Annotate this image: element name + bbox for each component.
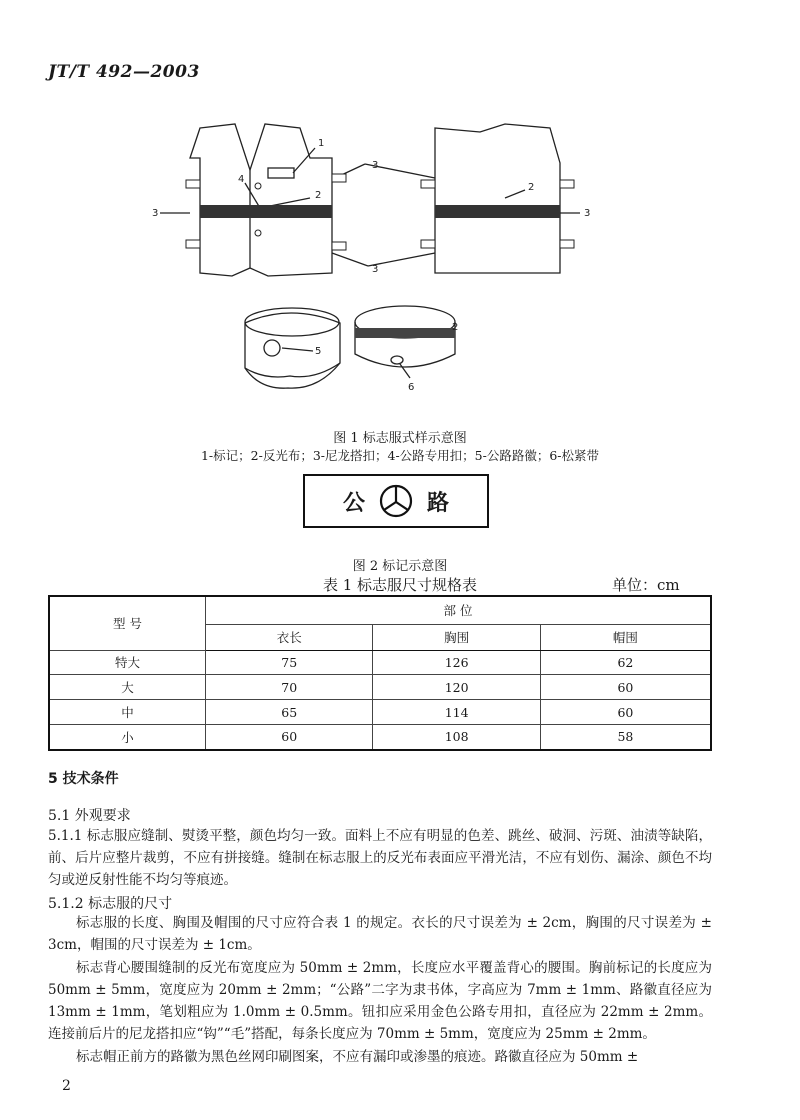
paragraph-cap-emblem: 标志帽正前方的路徽为黑色丝网印刷图案，不应有漏印或渗墨的痕迹。路徽直径应为 50mm ±: [76, 1049, 639, 1065]
cell-hat: 62: [540, 650, 711, 675]
cell-chest: 126: [373, 650, 540, 675]
cell-model: 大: [49, 675, 206, 700]
callout-1: 1: [318, 138, 325, 149]
callout-6: 6: [408, 382, 415, 393]
header-hat: 帽围: [540, 624, 711, 650]
cell-hat: 58: [540, 724, 711, 750]
cell-hat: 60: [540, 675, 711, 700]
section-5-1-2-heading: 5.1.2 标志服的尺寸: [48, 896, 173, 912]
cell-length: 60: [206, 724, 373, 750]
page-number: 2: [62, 1078, 71, 1094]
cell-model: 特大: [49, 650, 206, 675]
callout-4: 4: [238, 174, 245, 185]
cap-front: [245, 313, 340, 377]
table-row: [49, 675, 711, 700]
figure-1-legend: 1-标记；2-反光布；3-尼龙搭扣；4-公路专用扣；5-公路路徽；6-松紧带: [200, 448, 600, 463]
paragraph-size-tolerance: 标志服的长度、胸围及帽围的尺寸应符合表 1 的规定。衣长的尺寸误差为 ± 2cm，胸围的尺寸误差为 ± 3cm，帽围的尺寸误差为 ± 1cm。: [48, 915, 712, 953]
vest-back-reflective-band: [435, 205, 560, 218]
header-model: 型 号: [49, 596, 206, 650]
vest-back: [435, 124, 560, 273]
callout-2-back: 2: [528, 182, 535, 193]
cell-hat: 60: [540, 700, 711, 725]
cap-back-reflective-band: [355, 328, 455, 338]
cell-length: 70: [206, 675, 373, 700]
figure-2-caption: 图 2 标记示意图: [352, 559, 448, 574]
callout-2-cap: 2: [452, 322, 459, 333]
table-1-title: 表 1 标志服尺寸规格表: [322, 576, 478, 594]
section-5-heading: 5 技术条件: [48, 771, 119, 787]
callout-3: 3: [372, 160, 379, 171]
cell-chest: 114: [373, 700, 540, 725]
cell-model: 小: [49, 724, 206, 750]
header-chest: 胸围: [373, 624, 540, 650]
cell-model: 中: [49, 700, 206, 725]
callout-3-right: 3: [584, 208, 591, 219]
cell-chest: 108: [373, 724, 540, 750]
header-part: 部 位: [206, 596, 712, 624]
table-row: [49, 700, 711, 725]
table-1-unit: 单位：cm: [612, 576, 680, 594]
cell-length: 75: [206, 650, 373, 675]
figure-1-caption: 图 1 标志服式样示意图: [333, 431, 467, 446]
size-spec-table: [48, 595, 712, 751]
highway-emblem-icon: [379, 484, 413, 518]
vest-front-mark: [268, 168, 294, 178]
mark-char-left: 公: [342, 490, 365, 516]
standard-number: JT/T 492—2003: [48, 62, 200, 82]
callout-5: 5: [315, 346, 322, 357]
mark-char-right: 路: [427, 490, 450, 516]
callout-2: 2: [315, 190, 322, 201]
table-row: [49, 650, 711, 675]
header-length: 衣长: [206, 624, 373, 650]
section-5-1-1-text: 5.1.1 标志服应缝制、熨烫平整，颜色均匀一致。面料上不应有明显的色差、跳丝、破洞、污斑、油渍等缺陷，前、后片应整片裁剪，不应有拼接缝。缝制在标志服上的反光布表面应平滑光洁，不应有划伤、漏涂、颜色不均匀或逆反射性能不均匀等痕迹。: [48, 828, 712, 888]
paragraph-vest-details: 标志背心腰围缝制的反光布宽度应为 50mm ± 2mm，长度应水平覆盖背心的腰围。胸前标记的长度应为 50mm ± 5mm，宽度应为 20mm ± 2mm；“公路”二字为隶书体，字高应为 7mm ± 1mm、路徽直径应为 13mm ± 1mm，笔划粗应为 1.0mm ± 0.5mm。钮扣应采用金色公路专用扣，直径应为 22mm ± 2mm。连接前后片的尼龙搭扣应“钩”“毛”搭配，每条长度应为 70mm ± 5mm，宽度应为 25mm ± 2mm。: [48, 960, 712, 1042]
figure-1-illustration: [150, 118, 620, 418]
callout-3-bottom: 3: [372, 264, 379, 275]
callout-3-left: 3: [152, 208, 159, 219]
cell-chest: 120: [373, 675, 540, 700]
table-row: [49, 724, 711, 750]
cap-emblem: [264, 340, 280, 356]
vest-front: [190, 124, 332, 276]
cell-length: 65: [206, 700, 373, 725]
section-5-1-heading: 5.1 外观要求: [48, 808, 131, 824]
highway-mark: [303, 474, 489, 528]
vest-front-reflective-band: [200, 205, 332, 218]
